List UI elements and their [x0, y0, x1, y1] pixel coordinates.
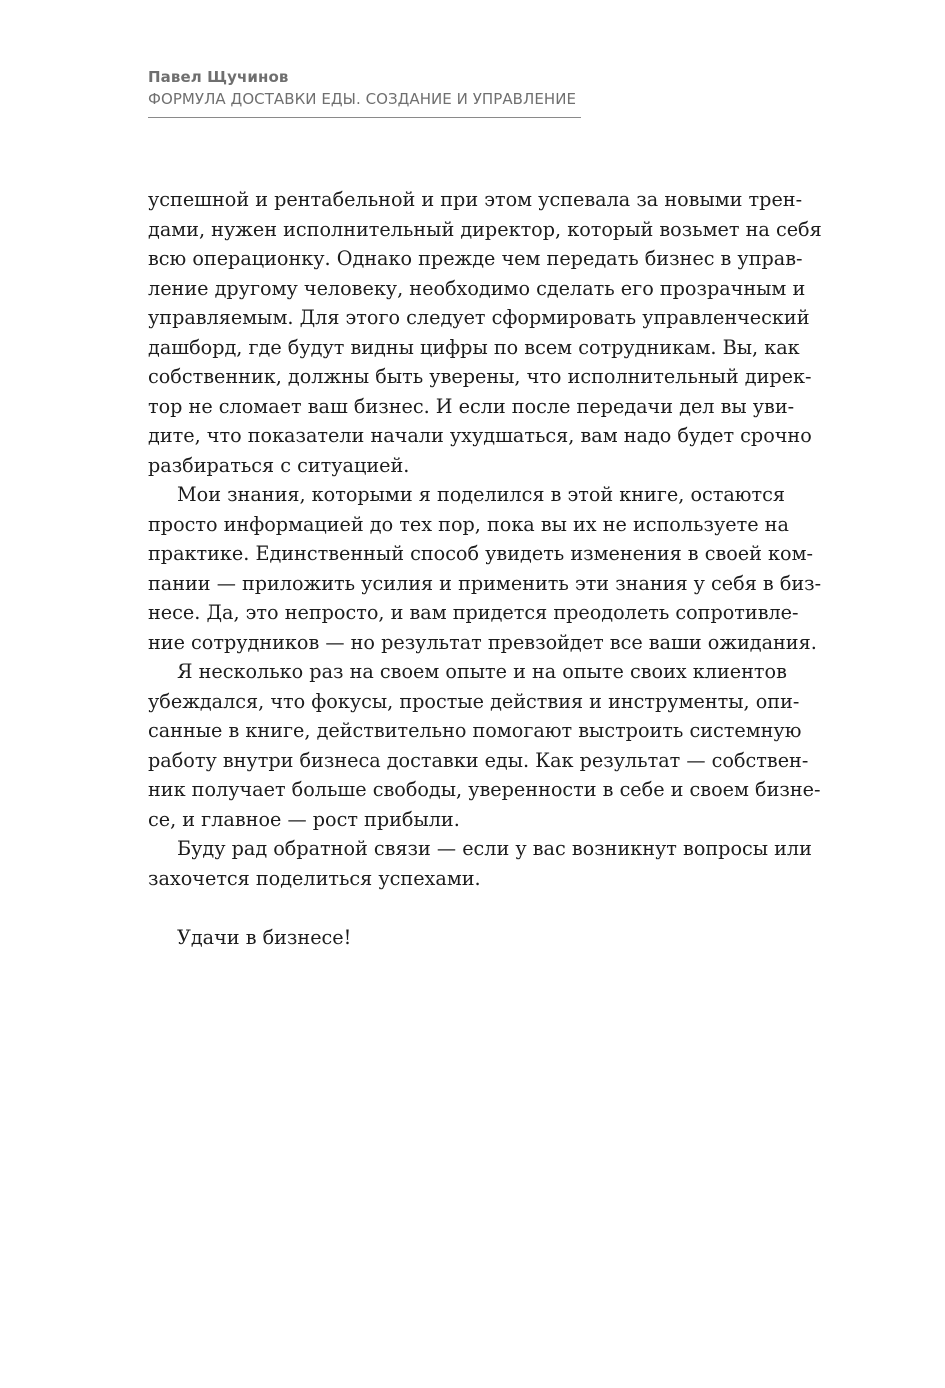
text-line: пании — приложить усилия и применить эти знания у себя в биз- [148, 571, 822, 595]
text-line: Я несколько раз на своем опыте и на опыте своих клиентов [177, 660, 787, 683]
text-line: дами, нужен исполнительный директор, который возьмет на себя [148, 217, 822, 241]
text-line: всю операционку. Однако прежде чем передать бизнес в управ- [148, 247, 803, 270]
text-line: ник получает больше свободы, уверенности в себе и своем бизне- [148, 778, 821, 801]
text-line: управляемым. Для этого следует сформировать управленческий [148, 306, 810, 329]
author-name: Павел Щучинов [148, 68, 289, 86]
text-line: се, и главное — рост прибыли. [148, 807, 460, 831]
text-line: Буду рад обратной связи — если у вас возникнут вопросы или [177, 837, 812, 860]
text-line: убеждался, что фокусы, простые действия и инструменты, опи- [148, 689, 800, 713]
text-line: Мои знания, которыми я поделился в этой книге, остаются [177, 483, 785, 506]
text-line: санные в книге, действительно помогают выстроить системную [148, 719, 802, 742]
text-line: тор не сломает ваш бизнес. И если после передачи дел вы уви- [148, 394, 795, 418]
text-line: практике. Единственный способ увидеть изменения в своей ком- [148, 542, 814, 565]
text-line: ление другому человеку, необходимо сделать его прозрачным и [148, 276, 806, 300]
text-line: несе. Да, это непросто, и вам придется преодолеть сопротивле- [148, 601, 799, 624]
text-line: захочется поделиться успехами. [148, 866, 481, 890]
text-line: дашборд, где будут видны цифры по всем сотрудникам. Вы, как [148, 335, 800, 359]
closing-line: Удачи в бизнесе! [177, 925, 352, 949]
book-title: ФОРМУЛА ДОСТАВКИ ЕДЫ. СОЗДАНИЕ И УПРАВЛЕНИЕ [148, 90, 576, 108]
header-divider [148, 117, 581, 118]
running-header [148, 66, 581, 110]
text-line: дите, что показатели начали ухудшаться, вам надо будет срочно [148, 424, 812, 447]
text-line: просто информацией до тех пор, пока вы их не используете на [148, 512, 789, 536]
text-line: работу внутри бизнеса доставки еды. Как результат — собствен- [148, 748, 809, 772]
text-line: ние сотрудников — но результат превзойдет все ваши ожидания. [148, 630, 817, 654]
text-line: успешной и рентабельной и при этом успевала за новыми трен- [148, 188, 803, 211]
body-text [148, 185, 822, 952]
text-line: собственник, должны быть уверены, что исполнительный дирек- [148, 365, 812, 388]
paragraph-spacer [148, 893, 768, 923]
text-line: разбираться с ситуацией. [148, 453, 410, 477]
